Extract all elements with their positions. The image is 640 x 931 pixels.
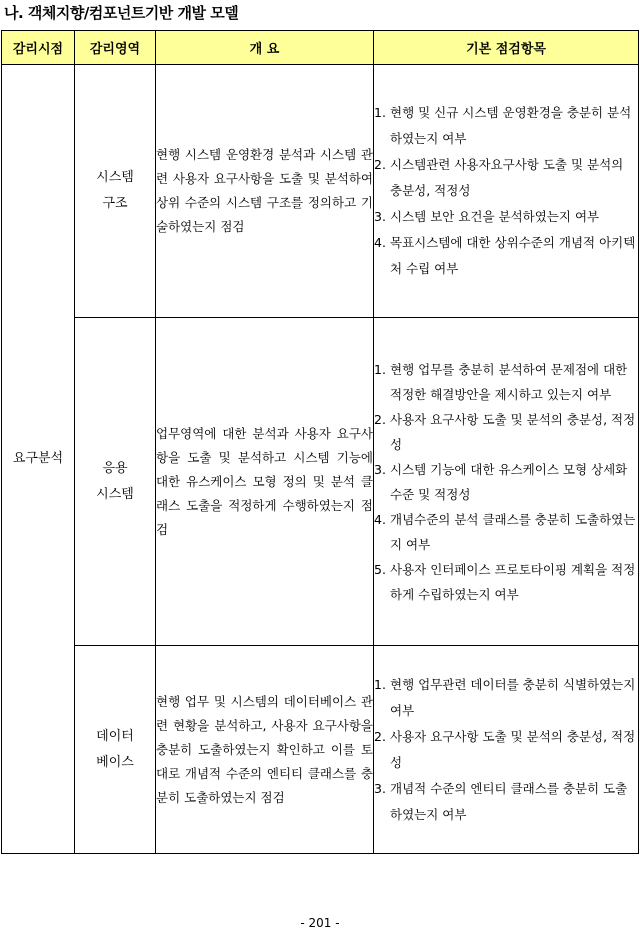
check-item-number: 2. [374, 157, 386, 172]
area-label-line: 시스템 [96, 486, 134, 502]
check-item-text: 목표시스템에 대한 상위수준의 개념적 아키텍처 수립 여부 [390, 235, 636, 276]
check-item-text: 현행 및 신규 시스템 운영환경을 충분히 분석하였는지 여부 [390, 105, 632, 146]
check-items-list [374, 672, 638, 828]
audit-area-cell [75, 65, 156, 318]
check-items-cell [374, 65, 639, 318]
table-row [2, 318, 639, 646]
table-header-row [2, 31, 639, 65]
area-label-line: 데이터 [96, 728, 134, 744]
check-item [374, 152, 638, 204]
check-item-text: 시스템 기능에 대한 유스케이스 모형 상세화 수준 및 적정성 [390, 461, 628, 502]
check-item [374, 557, 638, 607]
area-label-line: 구조 [102, 196, 128, 211]
check-item-text: 현행 업무를 충분히 분석하여 문제점에 대한 적정한 해결방안을 제시하고 있는지 여부 [390, 361, 628, 402]
check-item [374, 407, 638, 457]
check-item-number: 3. [374, 461, 386, 477]
header-check-items: 기본 점검항목 [374, 31, 639, 65]
check-item [374, 204, 638, 230]
check-item-number: 3. [374, 780, 386, 796]
check-item-text: 현행 업무관련 데이터를 충분히 식별하였는지 여부 [390, 676, 636, 718]
check-item-text: 사용자 요구사항 도출 및 분석의 충분성, 적정성 [390, 728, 636, 770]
check-item-number: 5. [374, 561, 386, 577]
check-item-text: 사용자 인터페이스 프로토타이핑 계획을 적정하게 수립하였는지 여부 [390, 561, 636, 602]
check-item-text: 시스템관련 사용자요구사항 도출 및 분석의 충분성, 적정성 [390, 157, 624, 198]
check-item [374, 457, 638, 507]
table-row [2, 65, 639, 318]
check-items-cell [374, 646, 639, 854]
area-label-line: 시스템 [96, 170, 134, 185]
summary-cell: 업무영역에 대한 분석과 사용자 요구사항을 도출 및 분석하고 시스템 기능에 대한 유스케이스 모형 정의 및 분석 클래스 도출을 적정하게 수행하였는지 점검 [156, 318, 374, 646]
table-row [2, 646, 639, 854]
check-item-text: 개념적 수준의 엔티티 클래스를 충분히 도출하였는지 여부 [390, 780, 628, 822]
header-summary: 개 요 [156, 31, 374, 65]
audit-area-cell [75, 318, 156, 646]
check-item [374, 776, 638, 828]
check-item-number: 1. [374, 105, 386, 120]
header-audit-area: 감리영역 [75, 31, 156, 65]
check-item [374, 100, 638, 152]
check-item-text: 사용자 요구사항 도출 및 분석의 충분성, 적정성 [390, 411, 636, 452]
check-item-number: 3. [374, 209, 386, 224]
area-label-line: 응용 [102, 460, 128, 476]
check-item [374, 230, 638, 282]
summary-cell: 현행 시스템 운영환경 분석과 시스템 관련 사용자 요구사항을 도출 및 분석하여 상위 수준의 시스템 구조를 정의하고 기술하였는지 점검 [156, 65, 374, 318]
area-label-line: 베이스 [96, 754, 134, 770]
check-items-cell [374, 318, 639, 646]
check-item-number: 4. [374, 235, 386, 250]
page-number: - 201 - [300, 916, 340, 930]
audit-phase-cell: 요구분석 [2, 65, 75, 854]
check-item-number: 1. [374, 361, 386, 377]
check-item-number: 1. [374, 676, 386, 692]
check-item-text: 시스템 보안 요건을 분석하였는지 여부 [390, 209, 600, 224]
summary-cell: 현행 업무 및 시스템의 데이터베이스 관련 현황을 분석하고, 사용자 요구사항을 충분히 도출하였는지 확인하고 이를 토대로 개념적 수준의 엔티티 클래스를 충분히 도출하였는지 점검 [156, 646, 374, 854]
audit-area-cell [75, 646, 156, 854]
check-items-list [374, 100, 638, 282]
check-item [374, 507, 638, 557]
check-item-number: 4. [374, 511, 386, 527]
audit-checklist-table [1, 30, 639, 854]
check-item [374, 357, 638, 407]
check-item-text: 개념수준의 분석 클래스를 충분히 도출하였는지 여부 [390, 511, 636, 552]
check-item [374, 672, 638, 724]
check-item [374, 724, 638, 776]
check-item-number: 2. [374, 728, 386, 744]
section-title: 나. 객체지향/컴포넌트기반 개발 모델 [4, 4, 239, 22]
check-item-number: 2. [374, 411, 386, 427]
check-items-list [374, 357, 638, 607]
header-audit-phase: 감리시점 [2, 31, 75, 65]
